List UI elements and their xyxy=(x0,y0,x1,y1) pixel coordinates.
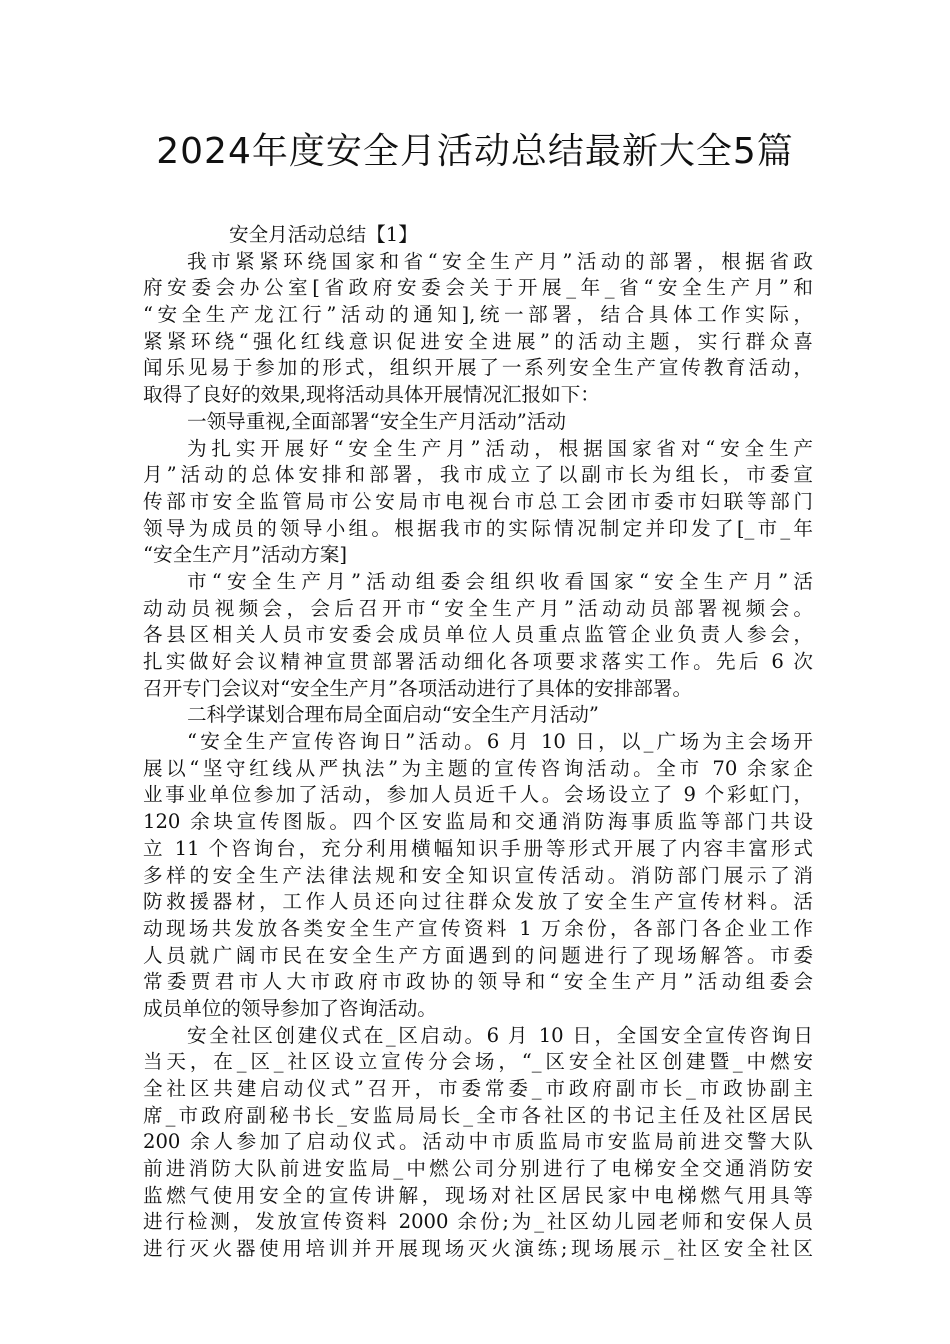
paragraph-line: 为扎实开展好“安全生产月”活动，根据国家省对“安全生产 xyxy=(187,436,813,460)
paragraph-line: 扎实做好会议精神宣贯部署活动细化各项要求落实工作。先后 6 次 xyxy=(143,650,813,673)
paragraph-line: 取得了良好的效果,现将活动具体开展情况汇报如下： xyxy=(143,383,600,407)
paragraph-line: 120 余块宣传图版。四个区安监局和交通消防海事质监等部门共设 xyxy=(143,810,813,834)
paragraph-line: 前进消防大队前进安监局_中燃公司分别进行了电梯安全交通消防安 xyxy=(143,1157,813,1181)
subsection-heading: 二科学谋划合理布局全面启动“安全生产月活动” xyxy=(187,703,599,727)
paragraph-line: 市“安全生产月”活动组委会组织收看国家“安全生产月”活 xyxy=(187,569,813,593)
paragraph-line: 各县区相关人员市安委会成员单位人员重点监管企业负责人参会， xyxy=(143,623,813,647)
paragraph-line: 我市紧紧环绕国家和省“安全生产月”活动的部署，根据省政 xyxy=(187,249,813,273)
paragraph-line: 召开专门会议对“安全生产月”各项活动进行了具体的安排部署。 xyxy=(143,676,693,700)
document-title: 2024年度安全月活动总结最新大全5篇 xyxy=(156,131,794,172)
paragraph-line: 监燃气使用安全的宣传讲解，现场对社区居民家中电梯燃气用具等 xyxy=(143,1183,813,1207)
paragraph-line: 紧紧环绕“强化红线意识促进安全进展”的活动主题，实行群众喜 xyxy=(143,329,813,353)
paragraph-line: 进行检测，发放宣传资料 2000 余份;为_社区幼儿园老师和安保人员 xyxy=(143,1210,813,1234)
paragraph-line: 传部市安全监管局市公安局市电视台市总工会团市委市妇联等部门 xyxy=(143,489,813,513)
paragraph-line: 安全社区创建仪式在_区启动。6 月 10 日，全国安全宣传咨询日 xyxy=(187,1023,813,1047)
paragraph-line: 当天，在_区_社区设立宣传分会场，“_区安全社区创建暨_中燃安 xyxy=(143,1050,813,1074)
paragraph-line: 200 余人参加了启动仪式。活动中市质监局市安监局前进交警大队 xyxy=(143,1130,813,1154)
paragraph-line: 全社区共建启动仪式”召开，市委常委_市政府副市长_市政协副主 xyxy=(143,1077,813,1100)
paragraph-line: 展以“坚守红线从严执法”为主题的宣传咨询活动。全市 70 余家企 xyxy=(143,756,813,780)
paragraph-line: 常委贾君市人大市政府市政协的领导和“安全生产月”活动组委会 xyxy=(143,970,813,994)
paragraph-line: 月”活动的总体安排和部署，我市成立了以副市长为组长，市委宣 xyxy=(143,463,813,487)
paragraph-line: 人员就广阔市民在安全生产方面遇到的问题进行了现场解答。市委 xyxy=(143,943,813,967)
paragraph-line: 领导为成员的领导小组。根据我市的实际情况制定并印发了[_市_年 xyxy=(143,516,813,540)
section-heading: 安全月活动总结【1】 xyxy=(229,223,418,246)
paragraph-line: 防救援器材，工作人员还向过往群众发放了安全生产宣传材料。活 xyxy=(143,890,813,914)
paragraph-line: 立 11 个咨询台，充分利用横幅知识手册等形式开展了内容丰富形式 xyxy=(143,836,813,860)
paragraph-line: 动动员视频会，会后召开市“安全生产月”活动动员部署视频会。 xyxy=(143,596,813,620)
paragraph-line: 成员单位的领导参加了咨询活动。 xyxy=(143,996,437,1020)
paragraph-line: 业事业单位参加了活动，参加人员近千人。会场设立了 9 个彩虹门， xyxy=(143,783,813,807)
paragraph-line: “安全生产月”活动方案] xyxy=(143,543,348,567)
document-body xyxy=(143,222,813,1263)
paragraph-line: 多样的安全生产法律法规和安全知识宣传活动。消防部门展示了消 xyxy=(143,863,813,887)
paragraph-line: 进行灭火器使用培训并开展现场灭火演练;现场展示_社区安全社区 xyxy=(143,1237,813,1261)
paragraph-line: “安全生产宣传咨询日”活动。6 月 10 日，以_广场为主会场开 xyxy=(187,730,813,754)
paragraph-line: 府安委会办公室[省政府安委会关于开展_年_省“安全生产月”和 xyxy=(143,276,813,300)
paragraph-line: 动现场共发放各类安全生产宣传资料 1 万余份，各部门各企业工作 xyxy=(143,916,813,940)
paragraph-line: “安全生产龙江行”活动的通知],统一部署，结合具体工作实际， xyxy=(143,303,813,327)
subsection-heading: 一领导重视,全面部署“安全生产月活动”活动 xyxy=(187,409,566,433)
paragraph-line: 席_市政府副秘书长_安监局局长_全市各社区的书记主任及社区居民 xyxy=(143,1103,813,1127)
paragraph-line: 闻乐见易于参加的形式，组织开展了一系列安全生产宣传教育活动， xyxy=(143,356,813,380)
